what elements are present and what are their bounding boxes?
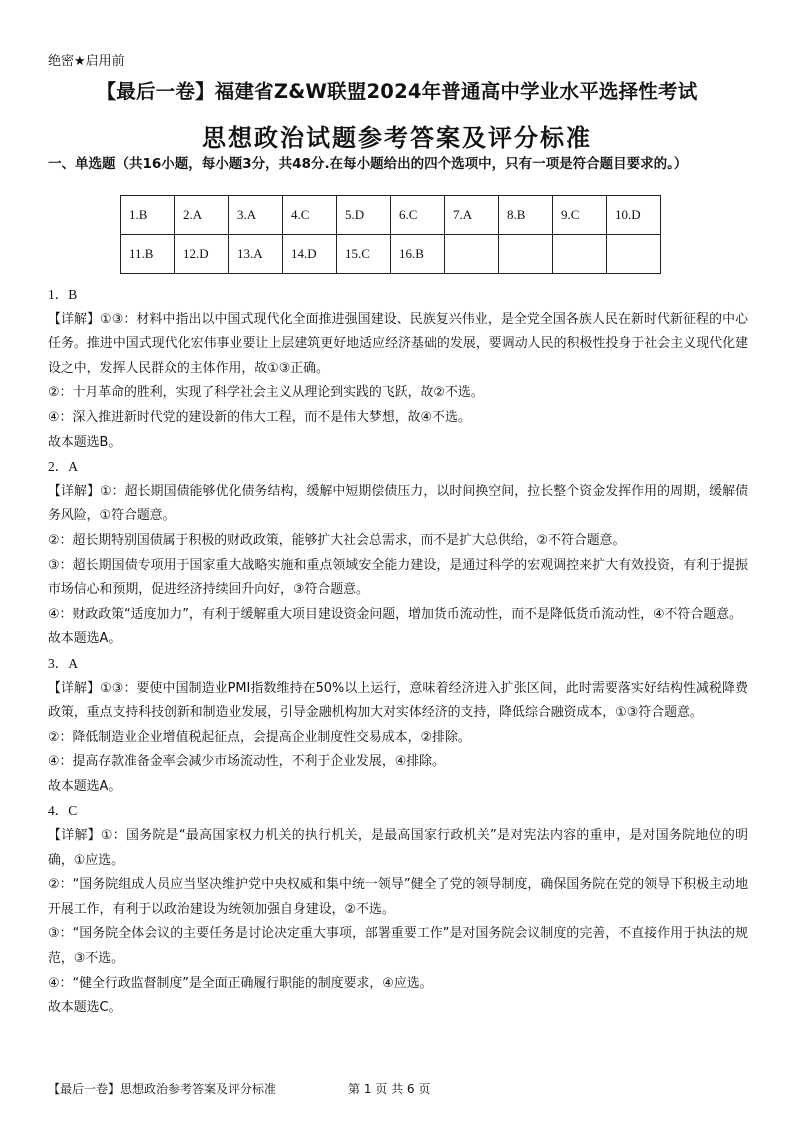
answer-cell: 1.B [121,196,175,235]
answer-cell: 12.D [175,235,229,274]
answer-cell: 11.B [121,235,175,274]
answer-cell: 8.B [499,196,553,235]
exam-title: 【最后一卷】福建省Z&W联盟2024年普通高中学业水平选择性考试 [96,80,698,103]
explanation-paragraph: 【详解】①③：要使中国制造业PMI指数维持在50%以上运行，意味着经济进入扩张区间，此时需要落实好结构性减税降费政策，重点支持科技创新和制造业发展，引导金融机构加大对实体经济的支持，降低综合融资成本，①③符合题意。 [48,680,748,721]
page-number: 第 1 页 共 6 页 [348,1082,431,1096]
answer-explanations [48,283,748,1021]
answer-cell: 6.C [391,196,445,235]
question-number: 3．A [48,655,78,671]
explanation-paragraph: ②：“国务院组成人员应当坚决维护党中央权威和集中统一领导”健全了党的领导制度，确保国务院在党的领导下积极主动地开展工作，有利于以政治建设为统领加强自身建设，②不选。 [48,877,748,917]
answer-cell: 4.C [283,196,337,235]
answer-cell: 10.D [607,196,661,235]
question-number: 4．C [48,803,78,819]
answer-cell [445,235,499,274]
answer-cell: 7.A [445,196,499,235]
explanation-paragraph: ③：超长期国债专项用于国家重大战略实施和重点领域安全能力建设，是通过科学的宏观调控来扩大有效投资，有利于提振市场信心和预期，促进经济持续回升向好，③符合题意。 [48,557,748,598]
explanation-paragraph: 【详解】①③：材料中指出以中国式现代化全面推进强国建设、民族复兴伟业，是全党全国各族人民在新时代新征程的中心任务。推进中国式现代化宏伟事业要让上层建筑更好地适应经济基础的发展，要调动人民的积极性投身于社会主义现代化建设之中，发挥人民群众的主体作用，故①③正确。 [48,311,748,376]
question-number: 2．A [48,459,78,475]
answer-row [121,235,661,274]
explanation-conclusion: 故本题选A。 [48,631,122,647]
explanation-paragraph: ②：十月革命的胜利，实现了科学社会主义从理论到实践的飞跃，故②不选。 [48,385,484,401]
answer-table [120,195,661,274]
answer-cell: 3.A [229,196,283,235]
answer-cell: 14.D [283,235,337,274]
answer-cell: 15.C [337,235,391,274]
answer-cell: 9.C [553,196,607,235]
explanation-paragraph: ②：超长期特别国债属于积极的财政政策，能够扩大社会总需求，而不是扩大总供给，②不符合题意。 [48,532,626,548]
explanation-conclusion: 故本题选B。 [48,434,122,450]
explanation-paragraph: ④：深入推进新时代党的建设新的伟大工程，而不是伟大梦想，故④不选。 [48,409,471,425]
answer-cell: 2.A [175,196,229,235]
explanation-paragraph: ②：降低制造业企业增值税起征点，会提高企业制度性交易成本，②排除。 [48,729,471,745]
answer-cell: 16.B [391,235,445,274]
confidential-label: 绝密★启用前 [48,54,125,69]
question-number: 1．B [48,287,78,302]
answer-cell: 5.D [337,196,391,235]
document-subtitle: 思想政治试题参考答案及评分标准 [202,124,592,152]
explanation-paragraph: ③：“国务院全体会议的主要任务是讨论决定重大事项，部署重要工作”是对国务院会议制度的完善，不直接作用于执法的规范，③不选。 [48,926,748,967]
explanation-paragraph: 【详解】①：超长期国债能够优化债务结构，缓解中短期偿债压力，以时间换空间，拉长整个资金发挥作用的周期，缓解债务风险，①符合题意。 [48,483,748,524]
explanation-conclusion: 故本题选A。 [48,778,122,794]
explanation-paragraph: ④：“健全行政监督制度”是全面正确履行职能的制度要求，④应选。 [48,975,433,991]
explanation-paragraph: 【详解】①：国务院是“最高国家权力机关的执行机关，是最高国家行政机关”是对宪法内容的重申，是对国务院地位的明确，①应选。 [48,828,748,868]
section-heading: 一、单选题（共16小题，每小题3分，共48分.在每小题给出的四个选项中，只有一项是符合题目要求的。） [48,156,688,172]
answer-cell: 13.A [229,235,283,274]
answer-row [121,196,661,235]
answer-cell [607,235,661,274]
explanation-paragraph: ④：提高存款准备金率会减少市场流动性，不利于企业发展，④排除。 [48,754,445,770]
explanation-conclusion: 故本题选C。 [48,1000,122,1016]
answer-cell [553,235,607,274]
explanation-paragraph: ④：财政政策“适度加力”，有利于缓解重大项目建设资金问题，增加货币流动性，而不是降低货币流动性，④不符合题意。 [48,606,742,622]
footer-title: 【最后一卷】思想政治参考答案及评分标准 [48,1082,277,1096]
answer-cell [499,235,553,274]
